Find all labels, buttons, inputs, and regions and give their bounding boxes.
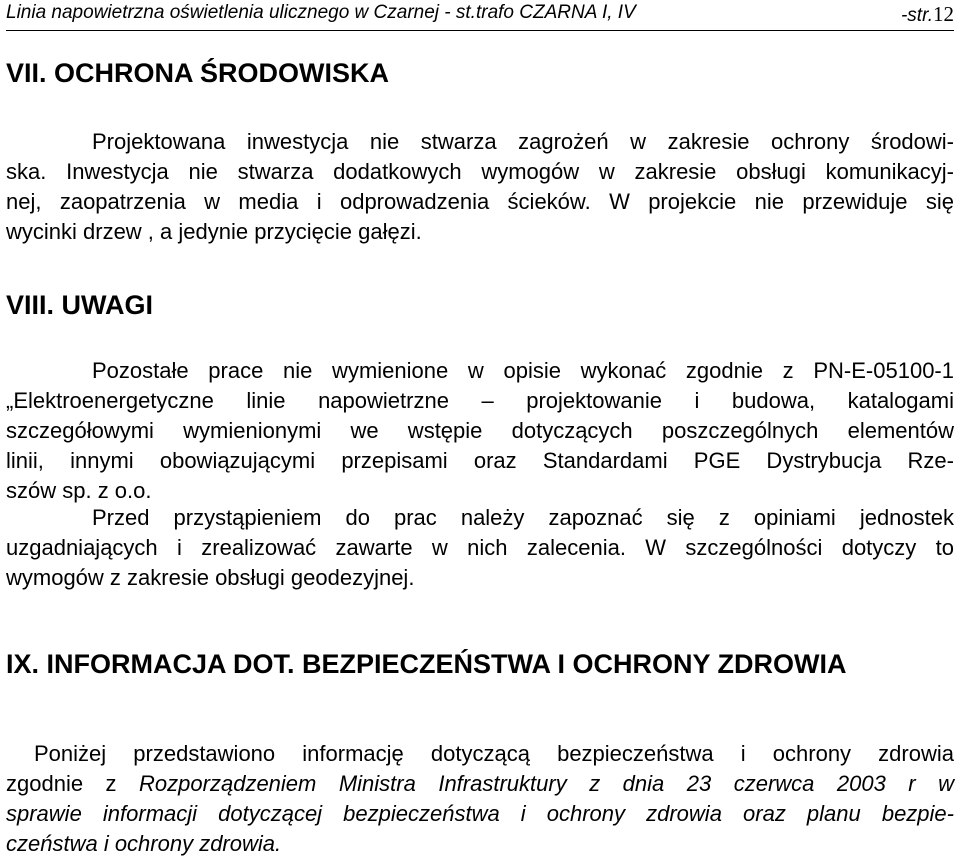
text-line: czeństwa i ochrony zdrowia. [6,831,282,856]
paragraph-environment [6,127,954,247]
text-line: nej, zaopatrzenia w media i odprowadzenia ścieków. W projekcie nie przewiduje się [6,189,954,214]
paragraph-remarks-1 [6,356,954,506]
text-line: „Elektroenergetyczne linie napowietrzne – projektowanie i budowa, katalogami [6,388,954,413]
text-line: szów sp. z o.o. [6,478,152,503]
text-line: Projektowana inwestycja nie stwarza zagrożeń w zakresie ochrony środowi- [92,129,954,154]
text-line: uzgadniających i zrealizować zawarte w nich zalecenia. W szczególności dotyczy to [6,535,954,560]
page-prefix: -str. [900,5,933,26]
text-line: wycinki drzew , a jedynie przycięcie gałęzi. [6,219,422,244]
section-heading-vii: VII. OCHRONA ŚRODOWISKA [6,58,390,88]
text-line: wymogów z zakresie obsługi geodezyjnej. [6,565,415,590]
regulation-reference: Rozporządzeniem Ministra Infrastruktury z dnia 23 czerwca 2003 r w [139,771,955,796]
text-line: szczegółowymi wymienionymi we wstępie dotyczących poszczególnych elementów [6,418,954,443]
paragraph-health-safety [6,739,954,859]
text-line: Przed przystąpieniem do prac należy zapoznać się z opiniami jednostek [92,505,954,530]
section-heading-ix: IX. INFORMACJA DOT. BEZPIECZEŃSTWA I OCHRONY ZDROWIA [6,649,847,679]
page-header [6,0,954,31]
text-line: linii, innymi obowiązującymi przepisami oraz Standardami PGE Dystrybucja Rze- [6,448,954,473]
paragraph-remarks-2 [6,503,954,593]
page-number [901,2,954,27]
text-normal: zgodnie z [6,771,140,796]
text-line: Pozostałe prace nie wymienione w opisie wykonać zgodnie z PN-E-05100-1 [92,358,954,383]
text-line: ska. Inwestycja nie stwarza dodatkowych wymogów w zakresie obsługi komunikacyj- [6,159,954,184]
text-line [6,769,954,799]
section-heading-viii: VIII. UWAGI [6,290,154,320]
text-line: sprawie informacji dotyczącej bezpieczeństwa i ochrony zdrowia oraz planu bezpie- [6,801,954,826]
text-line: Poniżej przedstawiono informację dotyczącą bezpieczeństwa i ochrony zdrowia [34,741,954,766]
page-number-value: 12 [933,2,954,26]
document-title: Linia napowietrzna oświetlenia ulicznego w Czarnej - st.trafo CZARNA I, IV [6,2,636,23]
